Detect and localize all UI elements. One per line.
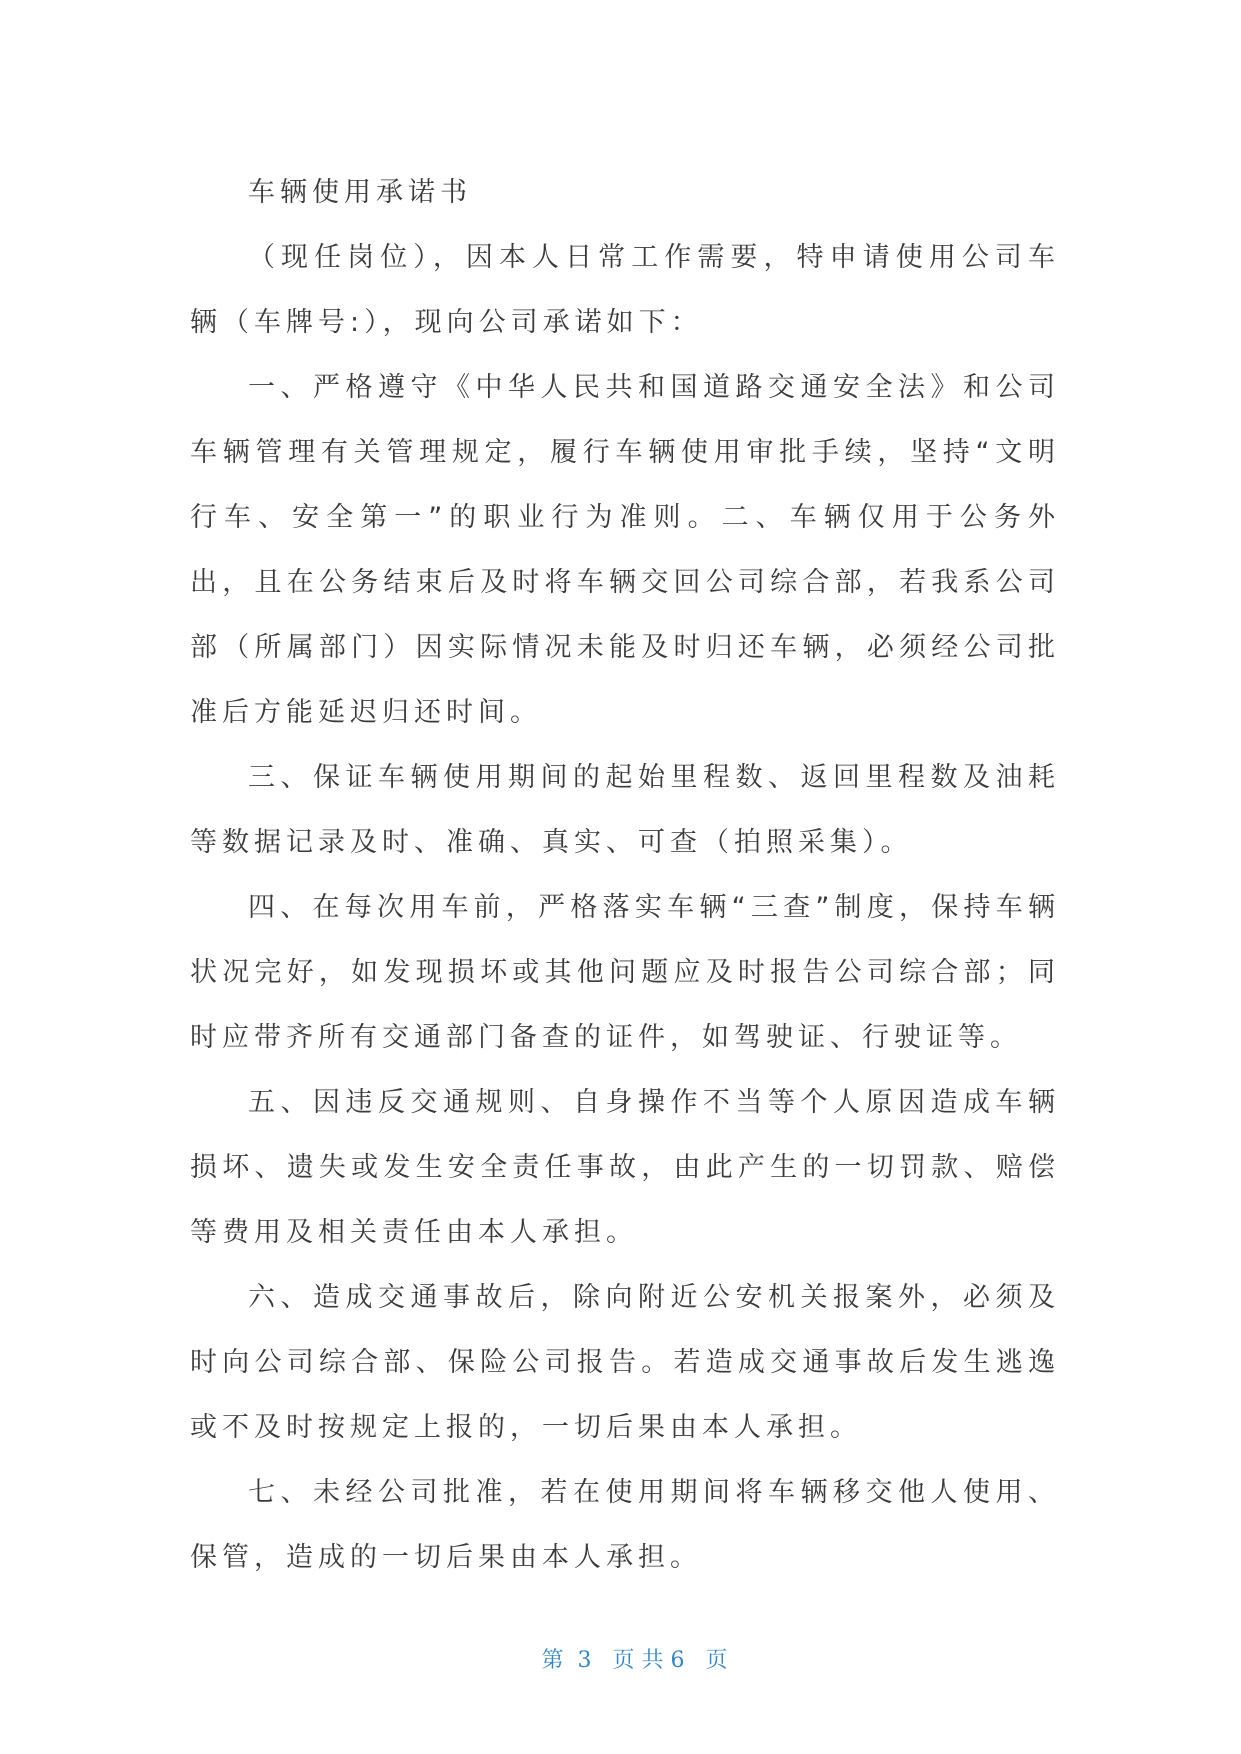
paragraph-4: 四、在每次用车前，严格落实车辆“三查”制度，保持车辆状况完好，如发现损坏或其他问题应及时报告公司综合部；同时应带齐所有交通部门备查的证件，如驾驶证、行驶证等。 [190,892,1060,1053]
page-footer [0,1618,1241,1699]
document-body [190,160,1060,1590]
paragraph-6: 六、造成交通事故后，除向附近公安机关报案外，必须及时向公司综合部、保险公司报告。若造成交通事故后发生逃逸或不及时按规定上报的，一切后果由本人承担。 [190,1282,1060,1443]
paragraph-intro: （现任岗位），因本人日常工作需要，特申请使用公司车辆（车牌号:），现向公司承诺如下： [190,242,1060,338]
paragraph-1-2: 一、严格遵守《中华人民共和国道路交通安全法》和公司车辆管理有关管理规定，履行车辆使用审批手续，坚持“文明行车、安全第一”的职业行为准则。二、车辆仅用于公务外出，且在公务结束后及时将车辆交回公司综合部，若我系公司部（所属部门）因实际情况未能及时归还车辆，必须经公司批准后方能延迟归还时间。 [190,372,1060,728]
paragraph-5: 五、因违反交通规则、自身操作不当等个人原因造成车辆损坏、遗失或发生安全责任事故，由此产生的一切罚款、赔偿等费用及相关责任由本人承担。 [190,1087,1060,1248]
page-number: 第 3 页 共 6 页 [541,1648,728,1673]
paragraph-7: 七、未经公司批准，若在使用期间将车辆移交他人使用、保管，造成的一切后果由本人承担。 [190,1477,1060,1573]
document-title: 车辆使用承诺书 [248,177,472,208]
paragraph-3: 三、保证车辆使用期间的起始里程数、返回里程数及油耗等数据记录及时、准确、真实、可查（拍照采集）。 [190,762,1060,858]
